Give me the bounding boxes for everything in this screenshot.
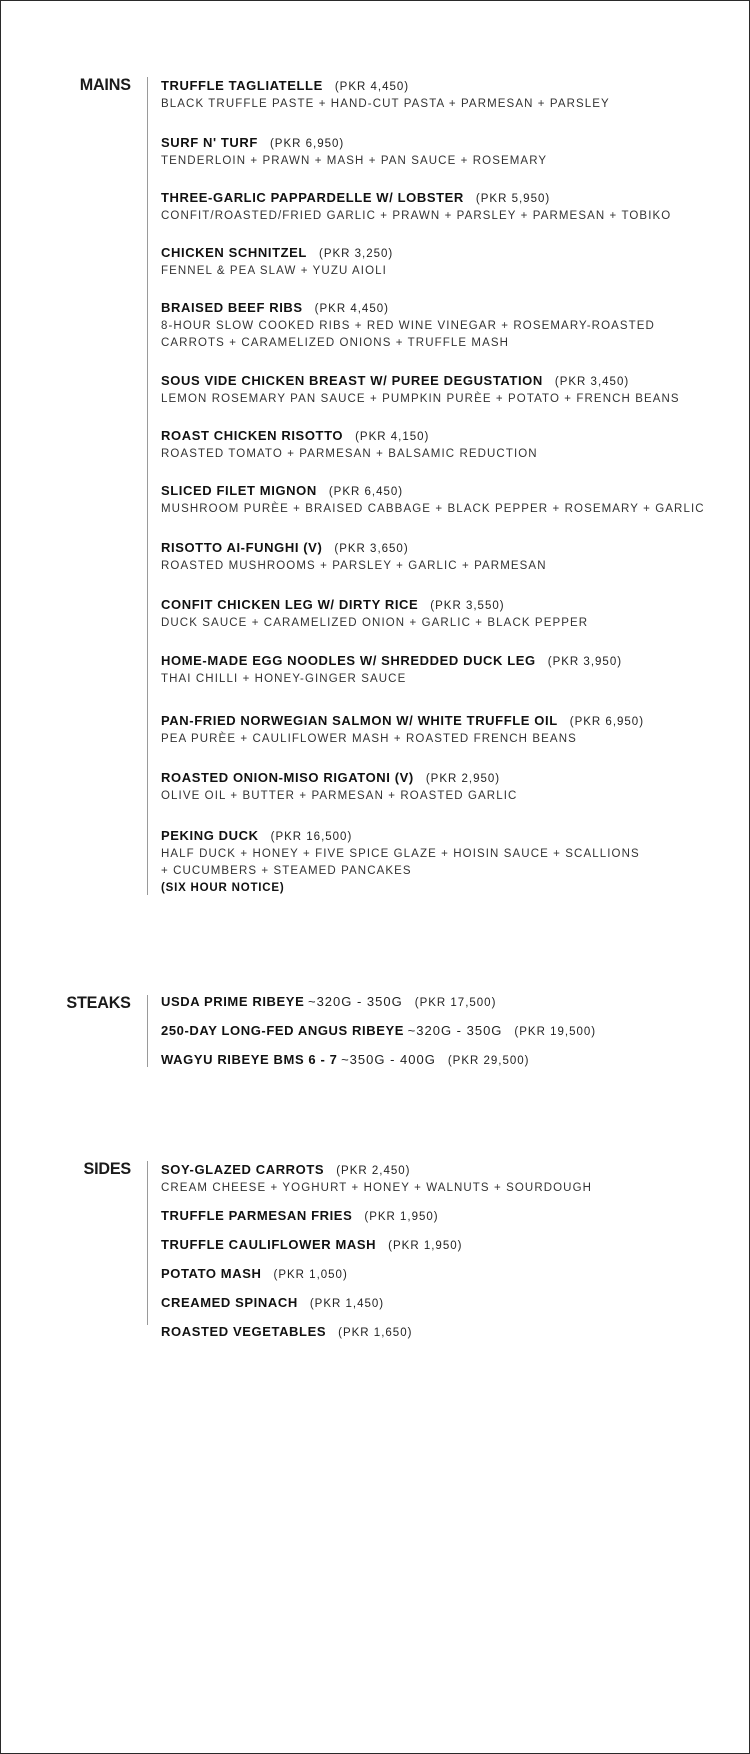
item-price: (PKR 4,150) [355,431,430,443]
item-price: (PKR 1,450) [309,1298,385,1310]
section-title-steaks: STEAKS [66,993,131,1012]
menu-item [161,1051,741,1070]
item-price: (PKR 1,950) [388,1240,463,1252]
item-note: (SIX HOUR NOTICE) [161,882,285,894]
item-price: (PKR 2,450) [336,1165,411,1177]
item-name: TRUFFLE PARMESAN FRIES [161,1208,353,1223]
menu-item [161,769,741,805]
item-name: TRUFFLE TAGLIATELLE [161,78,323,93]
section-divider [147,1161,148,1325]
item-price: (PKR 16,500) [270,831,353,843]
menu-item [161,539,741,575]
item-price: (PKR 5,950) [475,193,551,205]
item-description: LEMON ROSEMARY PAN SAUCE + PUMPKIN PURÈE + POTATO + FRENCH BEANS [161,393,680,405]
menu-item [161,1207,741,1226]
item-name: SOY-GLAZED CARROTS [161,1162,325,1177]
menu-item [161,134,741,170]
item-name: POTATO MASH [161,1266,262,1281]
menu-item [161,1161,741,1197]
menu-item [161,299,741,352]
item-name: SLICED FILET MIGNON [161,483,317,498]
menu-item [161,427,741,463]
item-description: DUCK SAUCE + CARAMELIZED ONION + GARLIC + BLACK PEPPER [161,617,589,629]
item-name: ROASTED ONION-MISO RIGATONI (V) [161,770,414,785]
item-price: (PKR 6,950) [569,716,645,728]
menu-item [161,1323,741,1342]
menu-item [161,189,741,225]
item-description: 8-HOUR SLOW COOKED RIBS + RED WINE VINEGAR + ROSEMARY-ROASTED [161,320,655,332]
item-name: PEKING DUCK [161,828,259,843]
menu-item [161,372,741,408]
item-price: (PKR 4,450) [334,81,410,93]
item-price: (PKR 1,650) [338,1327,413,1339]
item-name: WAGYU RIBEYE BMS 6 - 7 [161,1052,338,1067]
item-name: RISOTTO AI-FUNGHI (V) [161,540,323,555]
item-description: CONFIT/ROASTED/FRIED GARLIC + PRAWN + PARSLEY + PARMESAN + TOBIKO [161,210,672,222]
menu-item [161,712,741,748]
item-name: SURF N' TURF [161,135,258,150]
section-title-sides: SIDES [83,1159,131,1178]
menu-item [161,482,741,518]
item-name: TRUFFLE CAULIFLOWER MASH [161,1237,377,1252]
section-title-mains: MAINS [79,75,131,94]
item-name: CREAMED SPINACH [161,1295,298,1310]
item-description: CREAM CHEESE + YOGHURT + HONEY + WALNUTS + SOURDOUGH [161,1182,593,1194]
item-name: CONFIT CHICKEN LEG W/ DIRTY RICE [161,597,419,612]
item-description: TENDERLOIN + PRAWN + MASH + PAN SAUCE + ROSEMARY [161,155,548,167]
sides-section [1,1159,749,1339]
section-divider [147,995,148,1067]
steaks-section [1,995,749,1069]
item-name: USDA PRIME RIBEYE [161,994,305,1009]
item-description: ROASTED TOMATO + PARMESAN + BALSAMIC REDUCTION [161,448,538,460]
item-description: CARROTS + CARAMELIZED ONIONS + TRUFFLE MASH [161,337,510,349]
item-name: PAN-FRIED NORWEGIAN SALMON W/ WHITE TRUFFLE OIL [161,713,558,728]
item-description: ROASTED MUSHROOMS + PARSLEY + GARLIC + PARMESAN [161,560,547,572]
item-description: BLACK TRUFFLE PASTE + HAND-CUT PASTA + PARMESAN + PARSLEY [161,98,610,110]
item-price: (PKR 3,950) [547,656,623,668]
item-name: CHICKEN SCHNITZEL [161,245,307,260]
item-description: MUSHROOM PURÈE + BRAISED CABBAGE + BLACK PEPPER + ROSEMARY + GARLIC [161,503,705,515]
item-price: (PKR 3,450) [554,376,630,388]
menu-item [161,993,741,1012]
item-price: (PKR 6,950) [269,138,345,150]
menu-item [161,1294,741,1313]
mains-section [1,77,749,897]
menu-item [161,1265,741,1284]
menu-item [161,1022,741,1041]
item-price: (PKR 4,450) [314,303,389,315]
menu-item [161,596,741,632]
item-price: (PKR 6,450) [328,486,404,498]
item-description: FENNEL & PEA SLAW + YUZU AIOLI [161,265,387,277]
item-price: (PKR 2,950) [425,773,501,785]
item-portion: ~350G - 400G [341,1052,436,1067]
menu-item [161,77,741,113]
item-name: THREE-GARLIC PAPPARDELLE W/ LOBSTER [161,190,464,205]
item-price: (PKR 3,650) [334,543,409,555]
item-portion: ~320G - 350G [307,994,403,1009]
menu-item [161,827,741,897]
item-description: HALF DUCK + HONEY + FIVE SPICE GLAZE + HOISIN SAUCE + SCALLIONS [161,848,640,860]
item-description: OLIVE OIL + BUTTER + PARMESAN + ROASTED GARLIC [161,790,518,802]
item-portion: ~320G - 350G [407,1023,503,1038]
item-price: (PKR 3,550) [430,600,505,612]
item-price: (PKR 3,250) [318,248,394,260]
item-price: (PKR 1,950) [364,1211,439,1223]
item-name: ROAST CHICKEN RISOTTO [161,428,344,443]
section-divider [147,77,148,895]
item-price: (PKR 1,050) [273,1269,348,1281]
item-description: + CUCUMBERS + STEAMED PANCAKES [161,865,412,877]
item-price: (PKR 17,500) [414,997,497,1009]
item-name: HOME-MADE EGG NOODLES W/ SHREDDED DUCK LEG [161,653,536,668]
item-price: (PKR 29,500) [447,1055,530,1067]
item-name: SOUS VIDE CHICKEN BREAST W/ PUREE DEGUSTATION [161,373,543,388]
item-name: 250-DAY LONG-FED ANGUS RIBEYE [161,1023,405,1038]
item-name: BRAISED BEEF RIBS [161,300,303,315]
menu-item [161,244,741,280]
item-name: ROASTED VEGETABLES [161,1324,327,1339]
item-description: THAI CHILLI + HONEY-GINGER SAUCE [161,673,407,685]
menu-item [161,1236,741,1255]
item-description: PEA PURÈE + CAULIFLOWER MASH + ROASTED FRENCH BEANS [161,733,577,745]
menu-item [161,652,741,688]
item-price: (PKR 19,500) [514,1026,597,1038]
